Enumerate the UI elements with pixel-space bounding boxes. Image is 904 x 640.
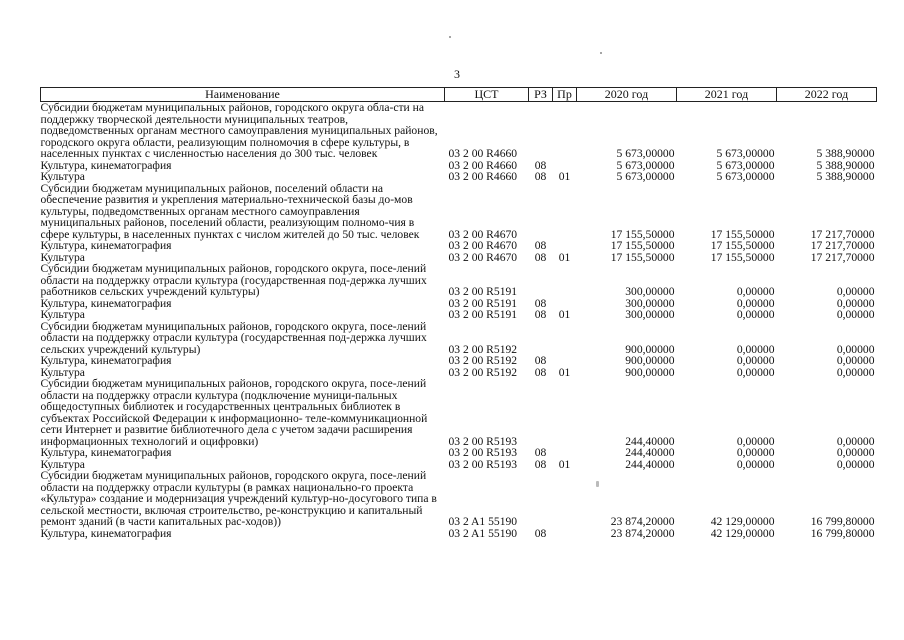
row-2021: 5 673,00000	[716, 170, 775, 183]
row-pr	[553, 240, 577, 252]
budget-table	[40, 87, 877, 539]
row-2022: 16 799,80000	[810, 526, 875, 540]
row-pr	[553, 378, 577, 447]
row-cst: 03 2 00 R4670	[448, 239, 518, 252]
row-2021: 42 129,00000	[710, 526, 775, 540]
row-2020: 17 155,50000	[610, 239, 675, 252]
row-cst: 03 2 00 R5192	[448, 365, 518, 379]
row-2020: 900,00000	[625, 365, 675, 379]
scan-speck	[449, 36, 451, 38]
row-2022: 0,00000	[836, 434, 875, 448]
row-pr: 01	[558, 308, 571, 321]
row-rz: 08	[534, 296, 547, 310]
row-rz: 08	[534, 170, 547, 183]
row-2020: 300,00000	[625, 296, 675, 310]
row-rz	[529, 183, 553, 241]
row-2020: 23 874,20000	[610, 526, 675, 540]
header-name: Наименование	[41, 88, 445, 102]
row-name: Культура, кинематография	[40, 158, 172, 172]
row-2020: 17 155,50000	[610, 250, 675, 264]
row-rz: 08	[534, 239, 547, 252]
row-rz	[529, 321, 553, 356]
row-pr: 01	[558, 365, 571, 379]
row-2022: 0,00000	[836, 296, 875, 310]
row-cst: 03 2 A1 55190	[448, 526, 518, 540]
row-name: Культура, кинематография	[40, 296, 172, 310]
row-2020: 900,00000	[625, 342, 675, 356]
row-2021: 0,00000	[736, 434, 775, 448]
row-cst: 03 2 00 R5193	[448, 434, 518, 448]
row-2022: 0,00000	[836, 365, 875, 379]
row-2022: 17 217,70000	[810, 250, 875, 264]
table-row	[41, 470, 877, 528]
row-pr	[553, 447, 577, 459]
row-name: Культура, кинематография	[40, 354, 172, 367]
row-2021: 0,00000	[736, 308, 775, 321]
row-2021: 0,00000	[736, 446, 775, 459]
table-row	[41, 309, 877, 321]
row-cst: 03 2 00 R5191	[448, 296, 518, 310]
row-2020: 5 673,00000	[616, 158, 675, 172]
row-rz: 08	[534, 158, 547, 172]
row-2022: 5 388,90000	[816, 158, 875, 172]
table-row	[41, 263, 877, 298]
row-rz	[529, 263, 553, 298]
row-name: Субсидии бюджетам муниципальных районов, городского округа, посе-лений области на поддержку отрасли культура (государственная под-держка лучших работников сельских учреждений культуры)	[40, 262, 427, 298]
header-2021: 2021 год	[677, 88, 777, 102]
header-cst: ЦСТ	[445, 88, 529, 102]
row-2021: 0,00000	[736, 365, 775, 379]
page-number: 3	[454, 67, 460, 81]
row-name: Культура	[40, 308, 85, 321]
row-cst: 03 2 00 R5192	[448, 354, 518, 367]
header-rz: РЗ	[529, 88, 553, 102]
row-2022: 0,00000	[836, 308, 875, 321]
row-2020: 23 874,20000	[610, 515, 675, 528]
row-2021: 0,00000	[736, 342, 775, 356]
row-rz	[529, 102, 553, 160]
row-rz	[529, 378, 553, 447]
row-cst: 03 2 00 R5191	[448, 308, 518, 321]
table-header-row	[41, 88, 877, 102]
row-2021: 0,00000	[736, 285, 775, 298]
table-row	[41, 355, 877, 367]
row-rz	[529, 470, 553, 528]
row-rz: 08	[534, 308, 547, 321]
row-2021: 42 129,00000	[710, 515, 775, 528]
table-row	[41, 102, 877, 160]
row-name: Субсидии бюджетам муниципальных районов, поселений области на обеспечение развития и укрепления материально-технической базы до-мов культуры, подведомственных органам местного самоуправления муниципальных районов, поселений области, реализующим полномо-чия в сфере культуры, в населенных пунктах с числом жителей до 50 тыс. человек	[40, 181, 420, 241]
row-2020: 300,00000	[625, 285, 675, 298]
row-2020: 244,40000	[625, 446, 675, 459]
row-name: Культура, кинематография	[40, 526, 172, 540]
row-2022: 16 799,80000	[810, 515, 875, 528]
row-2020: 244,40000	[625, 434, 675, 448]
row-2022: 0,00000	[836, 285, 875, 298]
row-name: Культура, кинематография	[40, 446, 172, 459]
row-2020: 244,40000	[625, 457, 675, 471]
header-2020: 2020 год	[577, 88, 677, 102]
table-row	[41, 447, 877, 459]
row-2021: 17 155,50000	[710, 239, 775, 252]
table-row	[41, 378, 877, 447]
row-pr: 01	[558, 250, 571, 264]
row-cst: 03 2 00 R4670	[448, 250, 518, 264]
table-row	[41, 528, 877, 540]
row-2022: 0,00000	[836, 446, 875, 459]
row-pr	[553, 263, 577, 298]
row-2022: 17 217,70000	[810, 239, 875, 252]
row-2022: 17 217,70000	[810, 227, 875, 241]
row-2020: 5 673,00000	[616, 170, 675, 183]
row-pr: 01	[558, 170, 571, 183]
row-cst: 03 2 00 R4660	[448, 147, 518, 160]
row-name: Культура	[40, 365, 85, 379]
table-row	[41, 171, 877, 183]
row-rz: 08	[534, 457, 547, 471]
row-cst: 03 2 00 R4660	[448, 158, 518, 172]
row-rz: 08	[534, 250, 547, 264]
row-rz: 08	[534, 365, 547, 379]
row-2021: 0,00000	[736, 296, 775, 310]
row-cst: 03 2 00 R5193	[448, 446, 518, 459]
row-name: Культура, кинематография	[40, 239, 172, 252]
row-pr	[553, 321, 577, 356]
row-name: Субсидии бюджетам муниципальных районов, городского округа обла-сти на поддержку творческой деятельности муниципальных театров, подведомственных органам местного самоуправления муниципальных районов, городского округа области, реализующим полномочия в сфере культуры, в населенных пунктах с численностью населения до 300 тыс. человек	[40, 101, 438, 160]
table-row	[41, 240, 877, 252]
row-name: Субсидии бюджетам муниципальных районов, городского округа, посе-лений области на поддержку отрасли культура (государственная под-держка лучших сельских учреждений культуры)	[40, 319, 427, 356]
header-2022: 2022 год	[777, 88, 877, 102]
row-rz: 08	[534, 446, 547, 459]
scan-speck	[600, 52, 602, 54]
row-rz: 08	[534, 526, 547, 540]
row-2021: 0,00000	[736, 457, 775, 471]
row-cst: 03 2 00 R4660	[448, 170, 518, 183]
row-cst: 03 2 00 R5192	[448, 342, 518, 356]
table-row	[41, 321, 877, 356]
row-2022: 5 388,90000	[816, 170, 875, 183]
row-2022: 0,00000	[836, 457, 875, 471]
header-pr: Пр	[553, 88, 577, 102]
row-name: Культура	[40, 250, 85, 264]
row-2020: 5 673,00000	[616, 147, 675, 160]
row-2022: 0,00000	[836, 342, 875, 356]
row-name: Культура	[40, 170, 85, 183]
row-cst: 03 2 00 R4670	[448, 227, 518, 241]
row-cst: 03 2 A1 55190	[448, 515, 518, 528]
row-cst: 03 2 00 R5191	[448, 285, 518, 298]
row-2020: 300,00000	[625, 308, 675, 321]
row-2021: 17 155,50000	[710, 227, 775, 241]
row-pr	[553, 183, 577, 241]
row-pr	[553, 102, 577, 160]
row-2021: 5 673,00000	[716, 147, 775, 160]
row-2020: 900,00000	[625, 354, 675, 367]
row-name: Субсидии бюджетам муниципальных районов, городского округа, посе-лений области на поддержку отрасли культура (подключение муници-пальных общедоступных библиотек и государственных центральных библиотек в субъектах Российской Федерации к информационно- теле-коммуникационной сети Интернет и развитие библиотечного дела с учетом задачи расширения информационных технологий и оцифровки)	[40, 377, 428, 448]
row-cst: 03 2 00 R5193	[448, 457, 518, 471]
row-pr	[553, 355, 577, 367]
row-name: Субсидии бюджетам муниципальных районов, городского округа, посе-лений области на поддержку отрасли культуры (в рамках национально-го проекта «Культура» создание и модернизация учреждений культур-но-досугового типа в сельской местности, включая строительство, ре-конструкцию и капитальный ремонт зданий (в части капитальных рас-ходов))	[40, 469, 437, 528]
row-pr: 01	[558, 457, 571, 471]
row-2020: 17 155,50000	[610, 227, 675, 241]
row-rz: 08	[534, 354, 547, 367]
row-2021: 17 155,50000	[710, 250, 775, 264]
row-name: Культура	[40, 457, 85, 471]
row-pr	[553, 528, 577, 540]
table-row	[41, 183, 877, 241]
row-2021: 0,00000	[736, 354, 775, 367]
row-2022: 5 388,90000	[816, 147, 875, 160]
row-pr	[553, 470, 577, 528]
row-2021: 5 673,00000	[716, 158, 775, 172]
row-2022: 0,00000	[836, 354, 875, 367]
table-body	[41, 102, 877, 540]
